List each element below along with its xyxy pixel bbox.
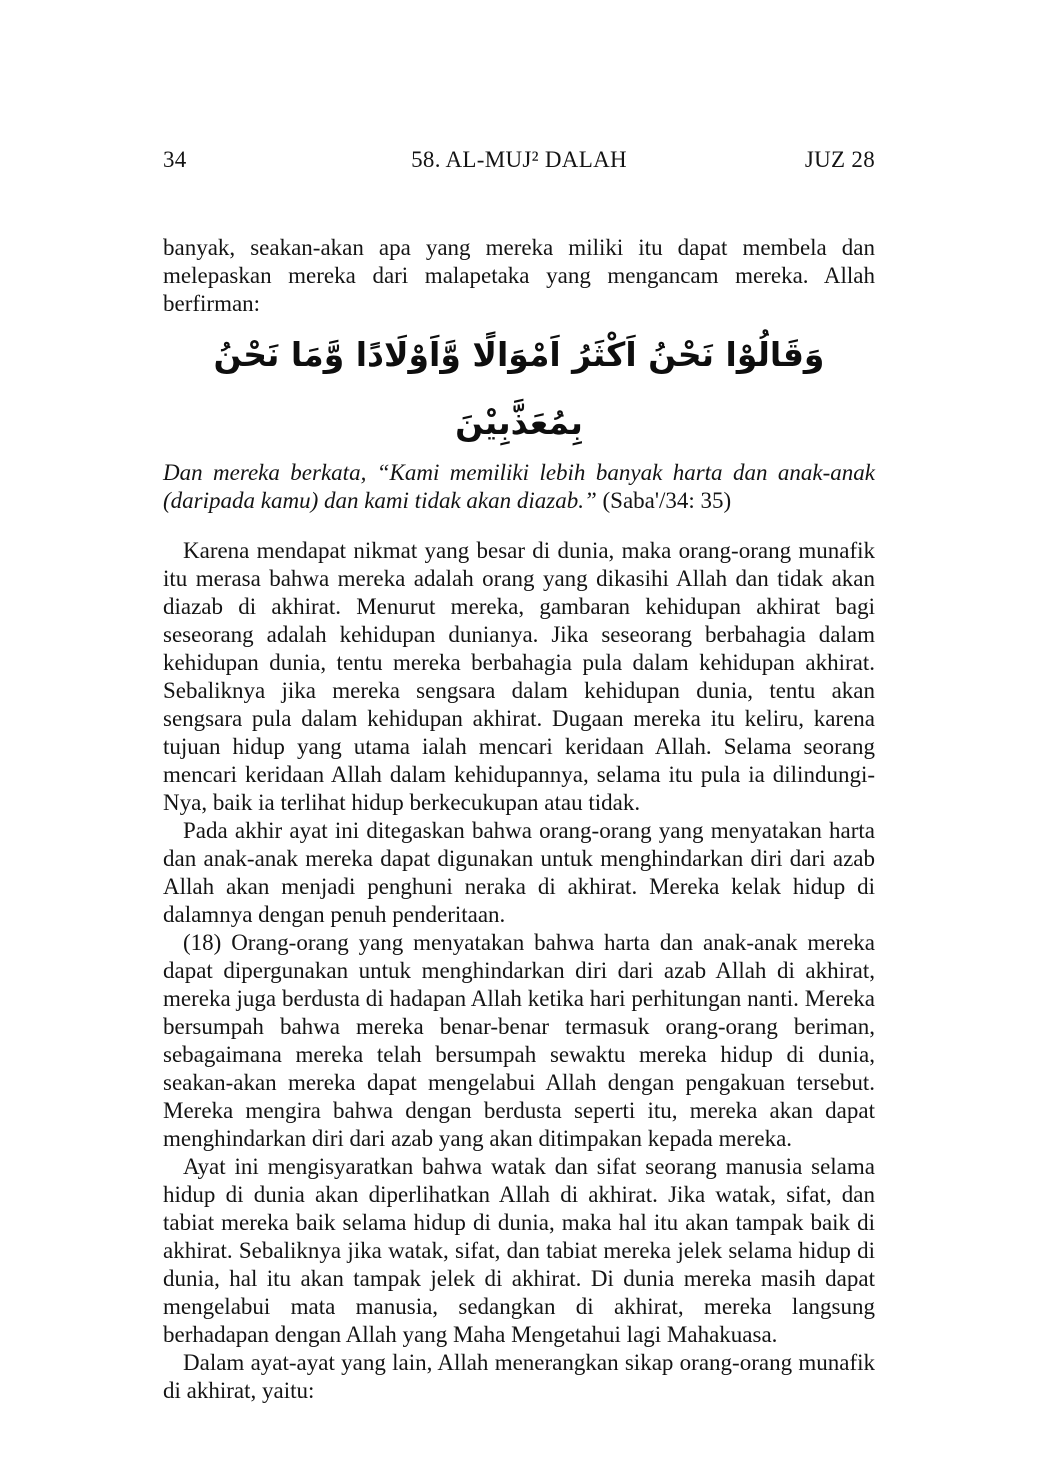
body-paragraph: Ayat ini mengisyaratkan bahwa watak dan sifat seorang manusia selama hidup di dunia akan diperlihatkan Allah di akhirat. Jika watak, sifat, dan tabiat mereka baik selama hidup di dunia, maka hal itu akan tampak baik di akhirat. Sebaliknya jika watak, sifat, dan tabiat mereka jelek selama hidup di dunia, hal itu akan tampak jelek di akhirat. Di dunia mereka masih dapat mengelabui mata manusia, sedangkan di akhirat, mereka langsung berhadapan dengan Allah yang Maha Mengetahui lagi Mahakuasa.	[163, 1154, 875, 1347]
arabic-verse: وَقَالُوْا نَحْنُ اَكْثَرُ اَمْوَالًا وَّاَوْلَادًا وَّمَا نَحْنُ بِمُعَذَّبِيْنَ	[213, 335, 825, 442]
translation-text: Dan mereka berkata, “Kami memiliki lebih banyak harta dan anak-anak (daripada kamu) dan kami tidak akan diazab.”	[163, 460, 875, 513]
verse-translation	[163, 459, 875, 515]
juz-label: JUZ 28	[804, 147, 875, 172]
page-title: 58. AL-MUJ² DALAH	[411, 147, 627, 172]
body-paragraph: Dalam ayat-ayat yang lain, Allah menerangkan sikap orang-orang munafik di akhirat, yaitu:	[163, 1350, 875, 1403]
body-paragraph: Karena mendapat nikmat yang besar di dunia, maka orang-orang munafik itu merasa bahwa mereka adalah orang yang dikasihi Allah dan tidak akan diazab di akhirat. Menurut mereka, gambaran kehidupan akhirat bagi seseorang adalah kehidupan dunianya. Jika seseorang berbahagia dalam kehidupan dunia, tentu mereka berbahagia pula dalam kehidupan akhirat. Sebaliknya jika mereka sengsara dalam kehidupan dunia, tentu akan sengsara pula dalam kehidupan akhirat. Dugaan mereka itu keliru, karena tujuan hidup yang utama ialah mencari keridaan Allah. Selama seorang mencari keridaan Allah dalam kehidupannya, selama itu pula ia dilindungi-Nya, baik ia terlihat hidup berkecukupan atau tidak.	[163, 538, 875, 815]
page-number: 34	[163, 147, 187, 172]
page-body	[163, 234, 875, 1405]
body-paragraph: Pada akhir ayat ini ditegaskan bahwa orang-orang yang menyatakan harta dan anak-anak mereka dapat digunakan untuk menghindarkan diri dari azab Allah akan menjadi penghuni neraka di akhirat. Mereka kelak hidup di dalamnya dengan penuh penderitaan.	[163, 818, 875, 927]
intro-paragraph: banyak, seakan-akan apa yang mereka miliki itu dapat membela dan melepaskan mereka dari malapetaka yang mengancam mereka. Allah berfirman:	[163, 235, 875, 316]
page-header	[163, 146, 875, 174]
body-paragraph: (18) Orang-orang yang menyatakan bahwa harta dan anak-anak mereka dapat dipergunakan untuk menghindarkan diri dari azab Allah di akhirat, mereka juga berdusta di hadapan Allah ketika hari perhitungan nanti. Mereka bersumpah bahwa mereka benar-benar termasuk orang-orang beriman, sebagaimana mereka telah bersumpah sewaktu mereka hidup di dunia, seakan-akan mereka dapat mengelabui Allah dengan pengakuan tersebut. Mereka mengira bahwa dengan berdusta seperti itu, mereka akan dapat menghindarkan diri dari azab yang akan ditimpakan kepada mereka.	[163, 930, 875, 1151]
verse-reference: (Saba'/34: 35)	[602, 488, 732, 513]
